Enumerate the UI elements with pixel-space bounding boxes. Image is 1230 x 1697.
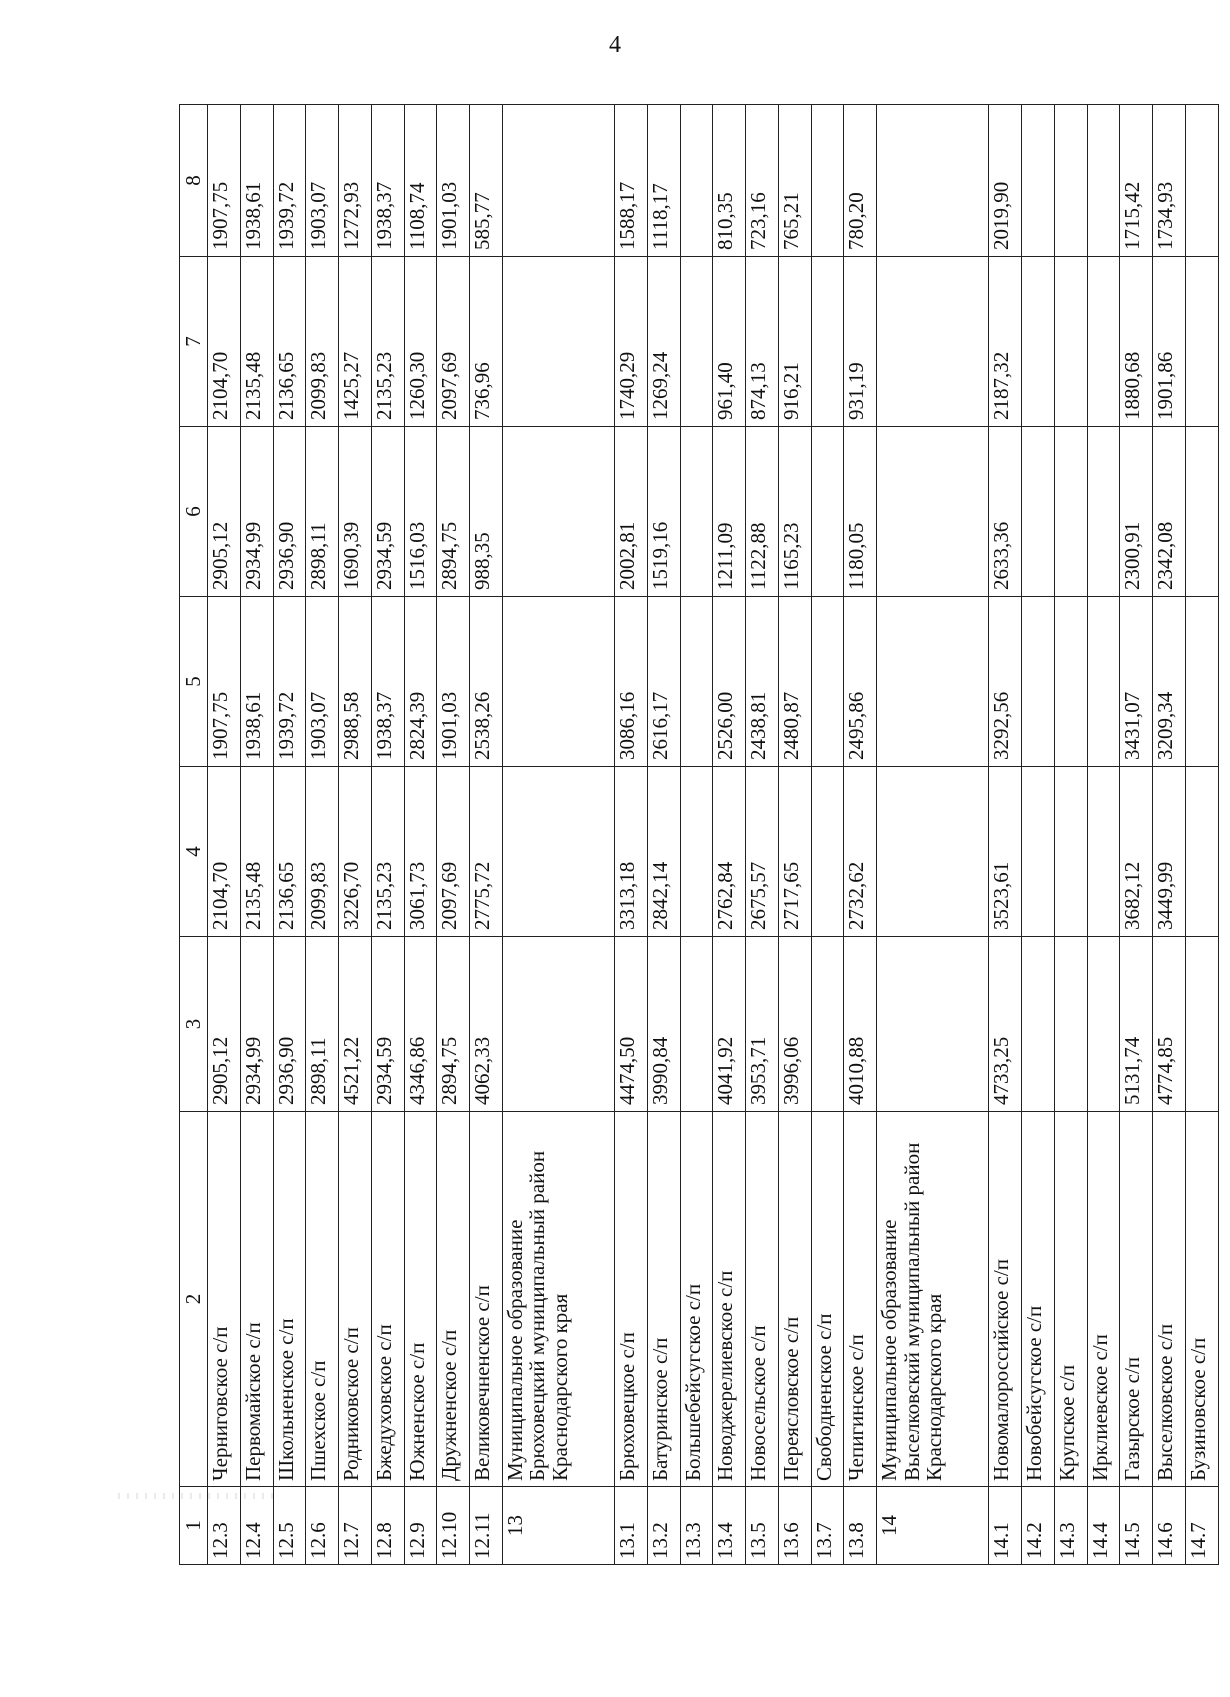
value-col-5: 2480,87	[778, 597, 811, 767]
row-number: 13.2	[647, 1487, 680, 1565]
value-col-4: 2775,72	[470, 767, 503, 937]
settlement-name: Свободненское с/п	[811, 1112, 844, 1487]
settlement-name: Муниципальное образование Брюховецкий муниципальный район Краснодарского края	[502, 1112, 614, 1487]
value-col-4	[1054, 767, 1087, 937]
value-col-8: 585,77	[470, 105, 503, 257]
row-number: 13.1	[615, 1487, 648, 1565]
value-col-6: 2934,59	[371, 427, 404, 597]
row-number: 12.11	[470, 1487, 503, 1565]
row-number: 14.5	[1120, 1487, 1153, 1565]
settlement-name: Черниговское с/п	[208, 1112, 241, 1487]
value-col-4: 2732,62	[844, 767, 877, 937]
value-col-8: 1939,72	[273, 105, 306, 257]
value-col-7: 2099,83	[306, 257, 339, 427]
value-col-3: 4521,22	[339, 937, 372, 1112]
value-col-4	[1022, 767, 1055, 937]
value-col-3: 2936,90	[273, 937, 306, 1112]
value-col-4: 3682,12	[1120, 767, 1153, 937]
table-row	[273, 105, 306, 1565]
value-col-3: 2905,12	[208, 937, 241, 1112]
value-col-8: 1907,75	[208, 105, 241, 257]
value-col-5: 2616,17	[647, 597, 680, 767]
value-col-3: 2898,11	[306, 937, 339, 1112]
row-number: 14.1	[989, 1487, 1022, 1565]
settlement-name: Школьненское с/п	[273, 1112, 306, 1487]
row-number: 12.8	[371, 1487, 404, 1565]
value-col-6	[1185, 427, 1218, 597]
row-number: 14.6	[1153, 1487, 1186, 1565]
value-col-5: 1901,03	[437, 597, 470, 767]
value-col-8	[811, 105, 844, 257]
table-row	[615, 105, 648, 1565]
value-col-6: 1122,88	[746, 427, 779, 597]
value-col-3: 2934,59	[371, 937, 404, 1112]
table-row	[877, 105, 989, 1565]
value-col-7: 1740,29	[615, 257, 648, 427]
row-number: 12.3	[208, 1487, 241, 1565]
table-row	[811, 105, 844, 1565]
value-col-3: 4474,50	[615, 937, 648, 1112]
table-row	[1054, 105, 1087, 1565]
value-col-4	[1087, 767, 1120, 937]
settlement-name: Дружненское с/п	[437, 1112, 470, 1487]
data-table	[179, 104, 1219, 1565]
table-row	[404, 105, 437, 1565]
settlement-name: Новоджерелиевское с/п	[713, 1112, 746, 1487]
value-col-8: 810,35	[713, 105, 746, 257]
value-col-4	[1185, 767, 1218, 937]
value-col-3: 4041,92	[713, 937, 746, 1112]
value-col-3	[1087, 937, 1120, 1112]
value-col-7: 2104,70	[208, 257, 241, 427]
value-col-6: 2934,99	[240, 427, 273, 597]
row-number: 14	[877, 1487, 989, 1565]
value-col-5: 2438,81	[746, 597, 779, 767]
table-body	[208, 105, 1219, 1565]
table-row	[1022, 105, 1055, 1565]
table-row	[1087, 105, 1120, 1565]
row-number: 14.3	[1054, 1487, 1087, 1565]
value-col-5: 1938,61	[240, 597, 273, 767]
value-col-3: 4010,88	[844, 937, 877, 1112]
value-col-8: 1938,61	[240, 105, 273, 257]
value-col-5: 1938,37	[371, 597, 404, 767]
value-col-7: 2136,65	[273, 257, 306, 427]
table-row	[989, 105, 1022, 1565]
value-col-5	[502, 597, 614, 767]
table-row	[713, 105, 746, 1565]
value-col-7: 1269,24	[647, 257, 680, 427]
settlement-name: Газырское с/п	[1120, 1112, 1153, 1487]
value-col-4	[680, 767, 713, 937]
value-col-8: 723,16	[746, 105, 779, 257]
value-col-4: 2842,14	[647, 767, 680, 937]
value-col-6	[1087, 427, 1120, 597]
value-col-7: 2097,69	[437, 257, 470, 427]
settlement-name: Крупское с/п	[1054, 1112, 1087, 1487]
value-col-8	[1185, 105, 1218, 257]
value-col-4: 2717,65	[778, 767, 811, 937]
value-col-7: 874,13	[746, 257, 779, 427]
header-col-1: 1	[180, 1487, 208, 1565]
value-col-3	[1022, 937, 1055, 1112]
table-row	[306, 105, 339, 1565]
value-col-5	[877, 597, 989, 767]
value-col-6: 988,35	[470, 427, 503, 597]
value-col-6: 2002,81	[615, 427, 648, 597]
value-col-4	[811, 767, 844, 937]
value-col-5: 1907,75	[208, 597, 241, 767]
settlement-name: Пшехское с/п	[306, 1112, 339, 1487]
value-col-4: 2099,83	[306, 767, 339, 937]
table-row	[778, 105, 811, 1565]
value-col-7	[877, 257, 989, 427]
value-col-3: 3996,06	[778, 937, 811, 1112]
header-col-6: 6	[180, 427, 208, 597]
table-row	[1120, 105, 1153, 1565]
settlement-name: Выселковское с/п	[1153, 1112, 1186, 1487]
value-col-7: 961,40	[713, 257, 746, 427]
table-header-row	[180, 105, 208, 1565]
value-col-7	[1087, 257, 1120, 427]
row-number: 13.7	[811, 1487, 844, 1565]
value-col-5: 2988,58	[339, 597, 372, 767]
value-col-7: 736,96	[470, 257, 503, 427]
row-number: 13	[502, 1487, 614, 1565]
value-col-8	[1087, 105, 1120, 257]
value-col-5: 3086,16	[615, 597, 648, 767]
value-col-3: 2934,99	[240, 937, 273, 1112]
value-col-7	[1022, 257, 1055, 427]
table-row	[208, 105, 241, 1565]
value-col-8: 1903,07	[306, 105, 339, 257]
value-col-6: 2300,91	[1120, 427, 1153, 597]
value-col-8: 2019,90	[989, 105, 1022, 257]
row-number: 14.4	[1087, 1487, 1120, 1565]
value-col-5: 1939,72	[273, 597, 306, 767]
row-number: 13.3	[680, 1487, 713, 1565]
value-col-3	[1054, 937, 1087, 1112]
value-col-8	[1022, 105, 1055, 257]
value-col-4: 3226,70	[339, 767, 372, 937]
value-col-6: 1516,03	[404, 427, 437, 597]
page-number: 4	[609, 32, 621, 58]
row-number: 12.10	[437, 1487, 470, 1565]
table-row	[470, 105, 503, 1565]
table-row	[647, 105, 680, 1565]
value-col-5	[811, 597, 844, 767]
settlement-name: Первомайское с/п	[240, 1112, 273, 1487]
value-col-6: 2905,12	[208, 427, 241, 597]
value-col-4: 2136,65	[273, 767, 306, 937]
row-number: 14.2	[1022, 1487, 1055, 1565]
value-col-5: 2526,00	[713, 597, 746, 767]
value-col-5: 3431,07	[1120, 597, 1153, 767]
settlement-name: Муниципальное образование Выселковский муниципальный район Краснодарского края	[877, 1112, 989, 1487]
settlement-name: Новобейсугское с/п	[1022, 1112, 1055, 1487]
value-col-7: 1260,30	[404, 257, 437, 427]
header-col-4: 4	[180, 767, 208, 937]
value-col-5: 3292,56	[989, 597, 1022, 767]
settlement-name: Брюховецкое с/п	[615, 1112, 648, 1487]
value-col-6: 1211,09	[713, 427, 746, 597]
value-col-6: 1519,16	[647, 427, 680, 597]
value-col-8	[680, 105, 713, 257]
settlement-name: Переясловское с/п	[778, 1112, 811, 1487]
table-row	[502, 105, 614, 1565]
value-col-8: 1118,17	[647, 105, 680, 257]
value-col-7	[680, 257, 713, 427]
settlement-name: Бузиновское с/п	[1185, 1112, 1218, 1487]
value-col-7	[502, 257, 614, 427]
value-col-8: 1108,74	[404, 105, 437, 257]
settlement-name: Новомалороссийское с/п	[989, 1112, 1022, 1487]
value-col-3: 4346,86	[404, 937, 437, 1112]
value-col-4	[502, 767, 614, 937]
header-col-8: 8	[180, 105, 208, 257]
settlement-name: Ирклиевское с/п	[1087, 1112, 1120, 1487]
value-col-3	[502, 937, 614, 1112]
row-number: 12.5	[273, 1487, 306, 1565]
value-col-8	[877, 105, 989, 257]
value-col-8: 780,20	[844, 105, 877, 257]
header-col-3: 3	[180, 937, 208, 1112]
value-col-5	[1022, 597, 1055, 767]
value-col-5: 3209,34	[1153, 597, 1186, 767]
value-col-6: 2898,11	[306, 427, 339, 597]
value-col-6: 2342,08	[1153, 427, 1186, 597]
settlement-name: Большебейсугское с/п	[680, 1112, 713, 1487]
settlement-name: Южненское с/п	[404, 1112, 437, 1487]
value-col-3	[1185, 937, 1218, 1112]
table-row	[371, 105, 404, 1565]
value-col-7: 1901,86	[1153, 257, 1186, 427]
value-col-4	[877, 767, 989, 937]
value-col-3: 3953,71	[746, 937, 779, 1112]
value-col-8: 765,21	[778, 105, 811, 257]
settlement-name: Великовечненское с/п	[470, 1112, 503, 1487]
value-col-7	[1185, 257, 1218, 427]
row-number: 13.5	[746, 1487, 779, 1565]
table-row	[844, 105, 877, 1565]
value-col-4: 3313,18	[615, 767, 648, 937]
row-number: 12.9	[404, 1487, 437, 1565]
value-col-6: 2894,75	[437, 427, 470, 597]
value-col-5: 1903,07	[306, 597, 339, 767]
row-number: 13.8	[844, 1487, 877, 1565]
row-number: 14.7	[1185, 1487, 1218, 1565]
value-col-7: 1425,27	[339, 257, 372, 427]
table-row	[240, 105, 273, 1565]
value-col-7: 2187,32	[989, 257, 1022, 427]
value-col-8: 1588,17	[615, 105, 648, 257]
settlement-name: Батуринское с/п	[647, 1112, 680, 1487]
value-col-8	[1054, 105, 1087, 257]
row-number: 12.6	[306, 1487, 339, 1565]
value-col-6: 2633,36	[989, 427, 1022, 597]
value-col-7	[1054, 257, 1087, 427]
value-col-4: 3449,99	[1153, 767, 1186, 937]
value-col-5	[1185, 597, 1218, 767]
settlement-name: Бжедуховское с/п	[371, 1112, 404, 1487]
value-col-6	[1054, 427, 1087, 597]
value-col-6	[502, 427, 614, 597]
value-col-6: 1180,05	[844, 427, 877, 597]
value-col-6: 1165,23	[778, 427, 811, 597]
table-row	[339, 105, 372, 1565]
value-col-3	[811, 937, 844, 1112]
value-col-6: 1690,39	[339, 427, 372, 597]
value-col-3	[877, 937, 989, 1112]
value-col-5	[680, 597, 713, 767]
value-col-7: 931,19	[844, 257, 877, 427]
value-col-7: 1880,68	[1120, 257, 1153, 427]
value-col-3: 3990,84	[647, 937, 680, 1112]
settlement-name: Чепигинское с/п	[844, 1112, 877, 1487]
table-row	[746, 105, 779, 1565]
value-col-8: 1272,93	[339, 105, 372, 257]
header-col-2: 2	[180, 1112, 208, 1487]
value-col-6	[877, 427, 989, 597]
value-col-3: 4062,33	[470, 937, 503, 1112]
header-col-7: 7	[180, 257, 208, 427]
value-col-8	[502, 105, 614, 257]
value-col-3: 4774,85	[1153, 937, 1186, 1112]
value-col-3: 5131,74	[1120, 937, 1153, 1112]
value-col-4: 2097,69	[437, 767, 470, 937]
row-number: 13.6	[778, 1487, 811, 1565]
value-col-6	[811, 427, 844, 597]
value-col-6	[1022, 427, 1055, 597]
value-col-3: 4733,25	[989, 937, 1022, 1112]
row-number: 12.4	[240, 1487, 273, 1565]
value-col-5	[1087, 597, 1120, 767]
value-col-3: 2894,75	[437, 937, 470, 1112]
row-number: 12.7	[339, 1487, 372, 1565]
value-col-5: 2495,86	[844, 597, 877, 767]
value-col-6: 2936,90	[273, 427, 306, 597]
settlement-name: Новосельское с/п	[746, 1112, 779, 1487]
value-col-4: 2104,70	[208, 767, 241, 937]
value-col-4: 3523,61	[989, 767, 1022, 937]
table-row	[1185, 105, 1218, 1565]
value-col-7: 2135,48	[240, 257, 273, 427]
value-col-7: 916,21	[778, 257, 811, 427]
table-row	[1153, 105, 1186, 1565]
row-number: 13.4	[713, 1487, 746, 1565]
value-col-7: 2135,23	[371, 257, 404, 427]
settlement-name: Родниковское с/п	[339, 1112, 372, 1487]
value-col-5: 2824,39	[404, 597, 437, 767]
value-col-4: 3061,73	[404, 767, 437, 937]
value-col-5	[1054, 597, 1087, 767]
value-col-8: 1734,93	[1153, 105, 1186, 257]
value-col-5: 2538,26	[470, 597, 503, 767]
header-col-5: 5	[180, 597, 208, 767]
value-col-4: 2135,48	[240, 767, 273, 937]
table-row	[437, 105, 470, 1565]
value-col-4: 2675,57	[746, 767, 779, 937]
value-col-8: 1715,42	[1120, 105, 1153, 257]
value-col-7	[811, 257, 844, 427]
value-col-4: 2762,84	[713, 767, 746, 937]
rotated-table-container	[179, 105, 1219, 1565]
value-col-6	[680, 427, 713, 597]
value-col-8: 1938,37	[371, 105, 404, 257]
value-col-4: 2135,23	[371, 767, 404, 937]
value-col-8: 1901,03	[437, 105, 470, 257]
value-col-3	[680, 937, 713, 1112]
table-row	[680, 105, 713, 1565]
